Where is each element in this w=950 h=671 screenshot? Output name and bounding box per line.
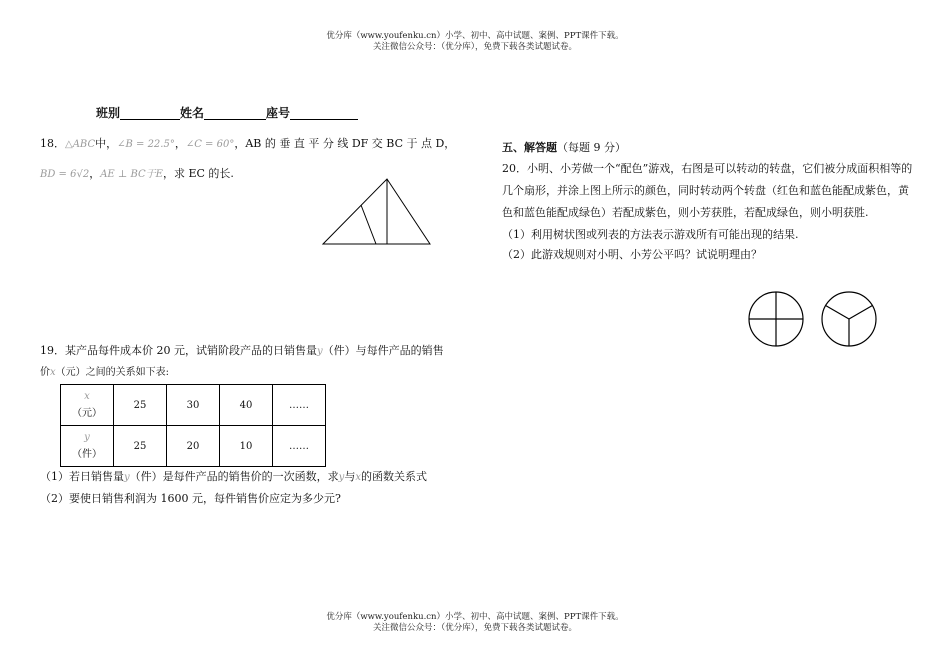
table-cell: 30 [167, 385, 220, 426]
q20-line-1: 20．小明、小芳做一个“配色”游戏，右图是可以转动的转盘，它们被分成面积相等的 [502, 162, 913, 175]
q19-var-y: y [317, 346, 323, 357]
q18-math-bd: BD = 6√2 [40, 169, 90, 180]
table-cell: …… [273, 385, 326, 426]
q19-sub1-text-b: （件）是每件产品的销售价的一次函数，求 [129, 470, 339, 483]
name-label: 姓名 [180, 106, 205, 120]
q19-text-1: 19．某产品每件成本价 20 元，试销阶段产品的日销售量 [40, 344, 317, 357]
q18-text-5: ，求 EC 的长. [162, 167, 234, 180]
q19-var-x: x [50, 367, 56, 378]
q20-line-3: 色和蓝色能配成绿色）若配成紫色，则小芳获胜，若配成绿色，则小明获胜. [502, 206, 869, 219]
q19-sub-2: （2）要使日销售利润为 1600 元，每件销售价应定为多少元? [40, 492, 341, 505]
section5-title: 五、解答题 [502, 141, 557, 154]
q19-sub1-var-x: x [355, 472, 361, 483]
q19-sub1-text-a: （1）若日销售量 [40, 470, 124, 483]
seat-label: 座号 [266, 106, 291, 120]
q20-line-2: 几个扇形，并涂上图上所示的颜色，同时转动两个转盘（红色和蓝色能配成紫色，黄 [502, 184, 909, 197]
q18-text-4: ， [89, 167, 101, 180]
triangle-figure [320, 176, 435, 248]
table-cell: 25 [114, 385, 167, 426]
header-line-1: 优分库（www.youfenku.cn）小学、初中、高中试题、案例、PPT课件下载。 [326, 31, 624, 41]
table-cell: 10 [220, 426, 273, 467]
table-cell: 20 [167, 426, 220, 467]
q20-sub-1: （1）利用树状图或列表的方法表示游戏所有可能出现的结果. [502, 228, 799, 241]
q19-sub1-var-y2: y [338, 472, 345, 483]
table-cell: …… [273, 426, 326, 467]
q19-text-1b: （件）与每件产品的销售 [322, 344, 444, 357]
q19-text-2b: （元）之间的关系如下表: [55, 367, 170, 378]
student-info [96, 106, 358, 120]
q18-number: 18． [40, 137, 65, 150]
q19-sub-1 [40, 470, 427, 485]
spinner-four-sector [745, 288, 807, 350]
q19-sub1-text-d: 的函数关系式 [360, 470, 427, 483]
perpendicular-bisector-df [361, 205, 376, 244]
table-head-x [61, 385, 114, 426]
footer-line-2: 关注微信公众号：（优分库），免费下载各类试题试卷。 [372, 623, 577, 633]
table-cell: 25 [114, 426, 167, 467]
price-sales-table [60, 384, 326, 467]
seat-blank[interactable] [290, 109, 358, 120]
section5-note: （每题 9 分） [557, 141, 626, 154]
q19-line-1 [40, 344, 444, 359]
table-head-y-unit: （件） [72, 449, 102, 460]
table-row-y [61, 426, 326, 467]
q18-text-2: ， [174, 137, 186, 150]
header-line-2: 关注微信公众号：（优分库），免费下载各类试题试卷。 [372, 42, 577, 52]
table-row-x [61, 385, 326, 426]
q19-text-2a: 价 [40, 367, 50, 378]
section5-heading [502, 141, 626, 155]
q18-text-3: ，AB 的 垂 直 平 分 线 DF 交 BC 于 点 D， [234, 137, 456, 150]
q20-sub-2: （2）此游戏规则对小明、小芳公平吗？试说明理由？ [502, 248, 762, 261]
class-blank[interactable] [120, 109, 180, 120]
q18-line-2 [40, 167, 234, 182]
table-cell: 40 [220, 385, 273, 426]
q19-line-2 [40, 366, 169, 380]
table-head-x-unit: （元） [72, 408, 102, 419]
spinner-three-sector [818, 288, 880, 350]
q18-math-abc: △ABC [65, 139, 96, 150]
table-head-y-var: y [84, 432, 90, 443]
table-head-x-var: x [84, 391, 90, 402]
triangle-abc [323, 179, 430, 244]
footer-line-1: 优分库（www.youfenku.cn）小学、初中、高中试题、案例、PPT课件下载。 [326, 612, 624, 622]
table-head-y [61, 426, 114, 467]
q19-sub1-var-y: y [124, 472, 130, 483]
q18-math-ae: AE ⊥ BC于E [100, 169, 163, 180]
q18-math-angle-c: ∠C = 60° [185, 139, 235, 150]
q19-sub1-text-c: 与 [344, 470, 356, 483]
q18-text-1: 中， [95, 137, 118, 150]
class-label: 班别 [96, 106, 121, 120]
name-blank[interactable] [204, 109, 266, 120]
q18-line-1 [40, 137, 455, 152]
q18-math-angle-b: ∠B = 22.5° [117, 139, 175, 150]
